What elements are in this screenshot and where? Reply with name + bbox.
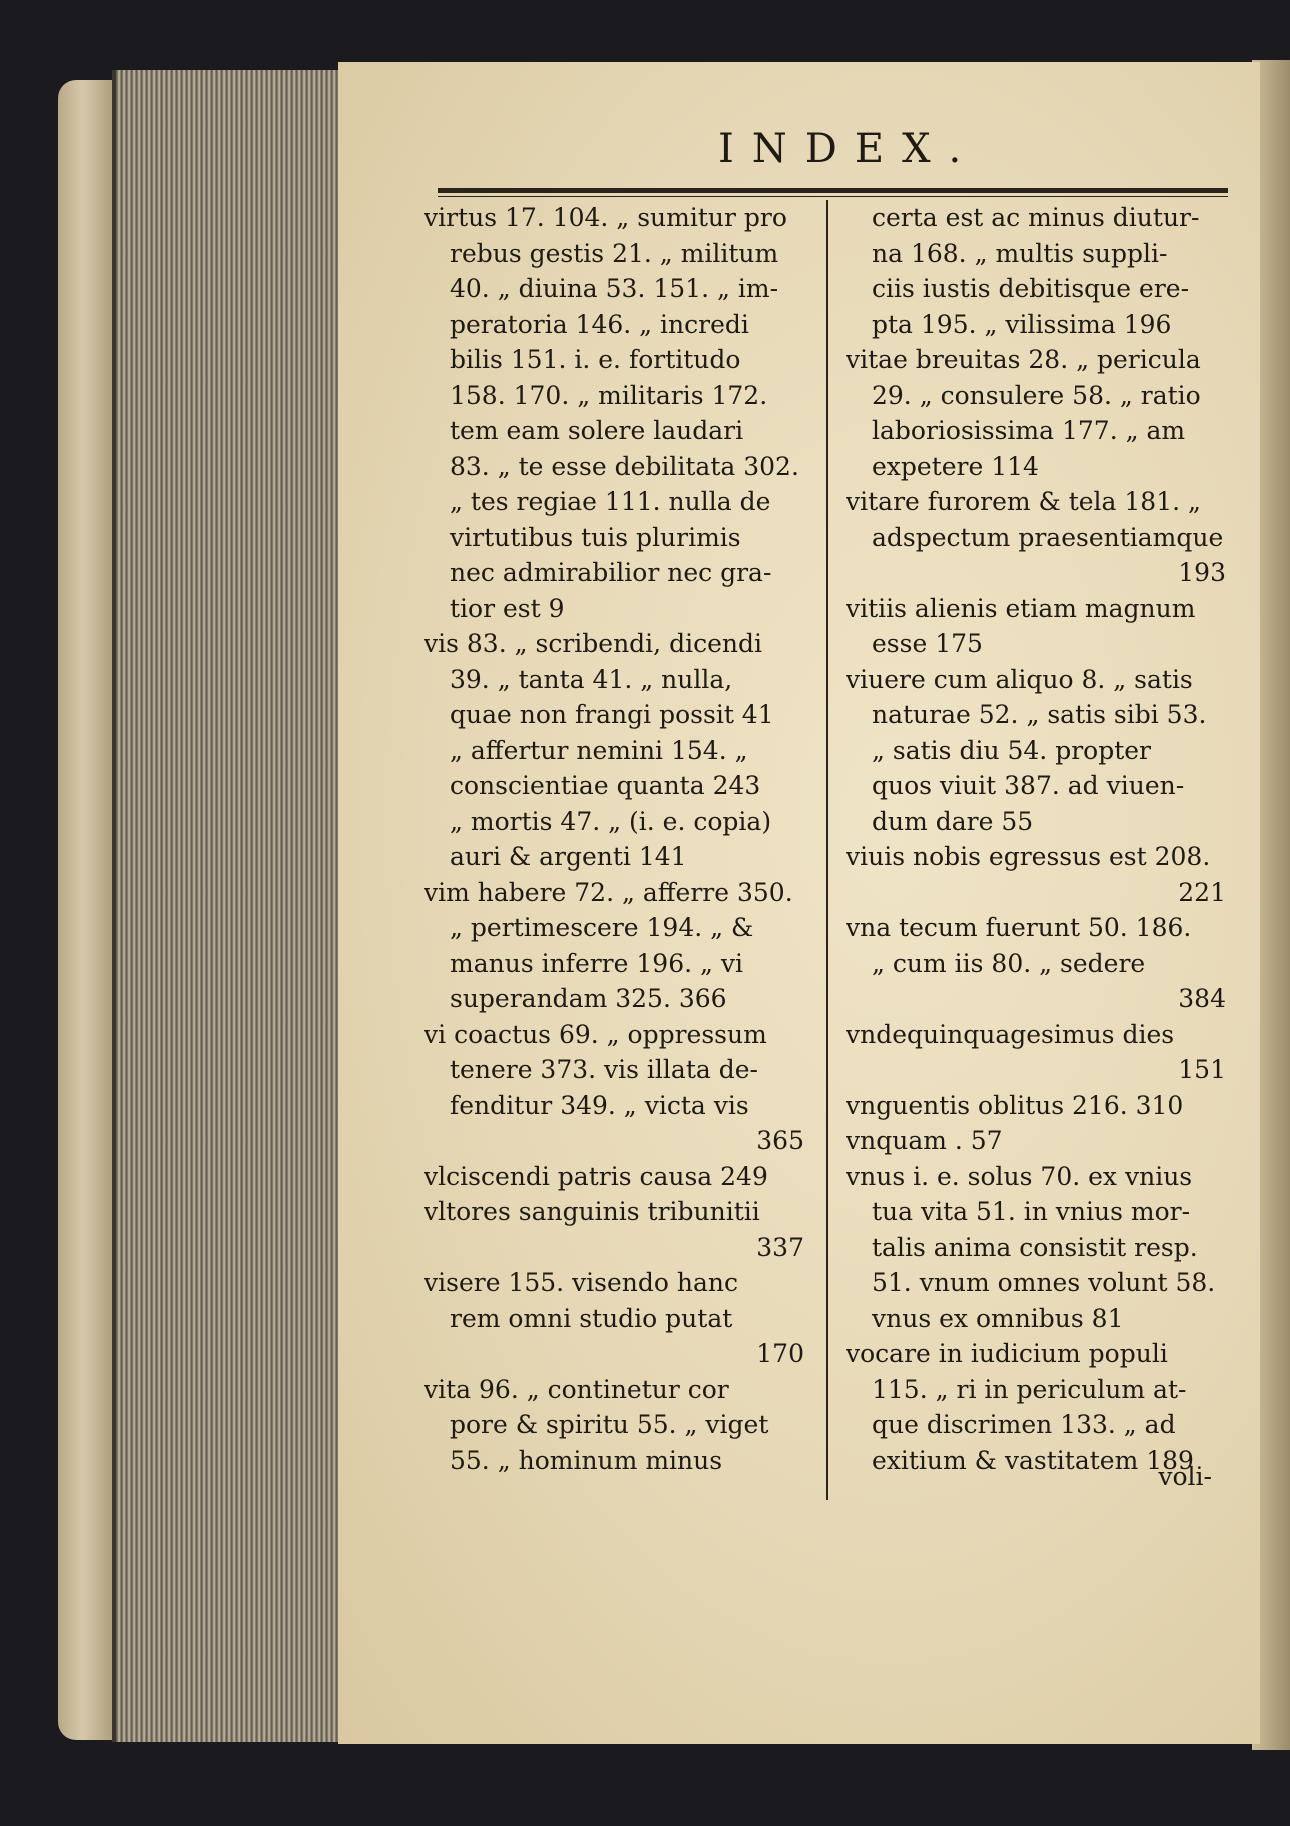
index-line: 337 <box>756 1232 804 1262</box>
index-line: 39. „ tanta 41. „ nulla, <box>450 664 733 694</box>
index-line: vnquam . 57 <box>846 1126 1003 1155</box>
index-line: tior est 9 <box>450 593 565 623</box>
index-line: rebus gestis 21. „ militum <box>450 238 779 268</box>
index-line: fenditur 349. „ victa vis <box>450 1090 749 1120</box>
index-line: vndequinquagesimus dies <box>846 1019 1175 1049</box>
index-line: „ pertimescere 194. „ & <box>450 913 754 942</box>
index-line: tenere 373. vis illata de- <box>450 1055 758 1084</box>
index-line: peratoria 146. „ incredi <box>450 309 749 339</box>
index-line: 170 <box>756 1339 804 1368</box>
index-line: 193 <box>1178 558 1226 587</box>
index-line: 221 <box>1178 877 1226 907</box>
index-line: conscientiae quanta 243 <box>450 771 761 800</box>
index-line: esse 175 <box>872 629 983 658</box>
index-line: vocare in iudicium populi <box>846 1339 1168 1368</box>
index-line: bilis 151. i. e. fortitudo <box>450 345 741 374</box>
index-line: auri & argenti 141 <box>450 842 687 871</box>
index-line: „ mortis 47. „ (i. e. copia) <box>450 806 772 836</box>
index-line: vitare furorem & tela 181. „ <box>846 487 1201 516</box>
book-cover-edge <box>58 80 118 1740</box>
index-line: vnus ex omnibus 81 <box>872 1303 1124 1333</box>
index-line: nec admirabilior nec gra- <box>450 558 772 587</box>
index-line: adspectum praesentiamque <box>872 522 1224 552</box>
index-column-left <box>424 200 812 1478</box>
index-line: vim habere 72. „ afferre 350. <box>424 877 793 907</box>
index-line: 151 <box>1178 1055 1226 1084</box>
index-line: vitae breuitas 28. „ pericula <box>846 345 1201 374</box>
index-line: vna tecum fuerunt 50. 186. <box>846 913 1192 942</box>
index-line: vita 96. „ continetur cor <box>424 1374 729 1404</box>
catchword: voli- <box>1158 1462 1212 1491</box>
index-line: „ affertur nemini 154. „ <box>450 735 748 765</box>
index-line: vis 83. „ scribendi, dicendi <box>424 629 762 658</box>
index-line: na 168. „ multis suppli- <box>872 238 1168 268</box>
index-line: superandam 325. 366 <box>450 984 727 1013</box>
index-line: certa est ac minus diutur- <box>872 203 1200 232</box>
index-line: vitiis alienis etiam magnum <box>846 593 1196 623</box>
column-divider <box>826 200 828 1500</box>
index-line: vnus i. e. solus 70. ex vnius <box>846 1161 1193 1191</box>
index-line: quos viuit 387. ad viuen- <box>872 771 1185 800</box>
index-line: 365 <box>756 1126 804 1155</box>
index-line: „ cum iis 80. „ sedere <box>872 948 1146 978</box>
index-line: tem eam solere laudari <box>450 416 744 445</box>
index-line: viuis nobis egressus est 208. <box>846 842 1211 871</box>
index-line: virtutibus tuis plurimis <box>450 522 741 552</box>
index-line: 29. „ consulere 58. „ ratio <box>872 380 1201 410</box>
header-rule <box>438 188 1228 193</box>
index-line: vi coactus 69. „ oppressum <box>424 1019 767 1049</box>
index-line: expetere 114 <box>872 451 1039 481</box>
index-line: „ satis diu 54. propter <box>872 735 1152 765</box>
index-line: vlciscendi patris causa 249 <box>424 1161 768 1191</box>
index-line: viuere cum aliquo 8. „ satis <box>846 664 1193 694</box>
index-line: ciis iustis debitisque ere- <box>872 274 1190 303</box>
index-line: visere 155. visendo hanc <box>424 1268 739 1297</box>
index-line: vltores sanguinis tribunitii <box>424 1197 760 1226</box>
index-line: tua vita 51. in vnius mor- <box>872 1197 1191 1226</box>
index-line: quae non frangi possit 41 <box>450 700 774 729</box>
index-line: 115. „ ri in periculum at- <box>872 1374 1187 1404</box>
index-line: 51. vnum omnes volunt 58. <box>872 1268 1216 1297</box>
index-line: naturae 52. „ satis sibi 53. <box>872 700 1207 729</box>
index-line: pore & spiritu 55. „ viget <box>450 1410 769 1439</box>
index-line: laboriosissima 177. „ am <box>872 416 1186 445</box>
index-line: exitium & vastitatem 189 <box>872 1445 1194 1475</box>
index-line: rem omni studio putat <box>450 1303 733 1333</box>
index-line: manus inferre 196. „ vi <box>450 948 744 978</box>
index-line: vnguentis oblitus 216. 310 <box>846 1090 1184 1120</box>
index-column-right <box>846 200 1234 1478</box>
page-block-edges <box>112 70 346 1742</box>
index-line: 40. „ diuina 53. 151. „ im- <box>450 274 779 303</box>
book-page <box>338 62 1260 1744</box>
index-line: 384 <box>1178 984 1226 1013</box>
index-line: dum dare 55 <box>872 806 1034 836</box>
index-line: pta 195. „ vilissima 196 <box>872 309 1172 339</box>
header-rule-thin <box>438 196 1228 197</box>
index-line: talis anima consistit resp. <box>872 1232 1198 1262</box>
index-line: „ tes regiae 111. nulla de <box>450 487 771 516</box>
index-line: 158. 170. „ militaris 172. <box>450 380 768 410</box>
index-line: virtus 17. 104. „ sumitur pro <box>424 203 787 232</box>
index-line: que discrimen 133. „ ad <box>872 1410 1176 1439</box>
page-title: INDEX. <box>718 126 980 172</box>
index-line: 83. „ te esse debilitata 302. <box>450 451 799 481</box>
index-line: 55. „ hominum minus <box>450 1445 723 1475</box>
